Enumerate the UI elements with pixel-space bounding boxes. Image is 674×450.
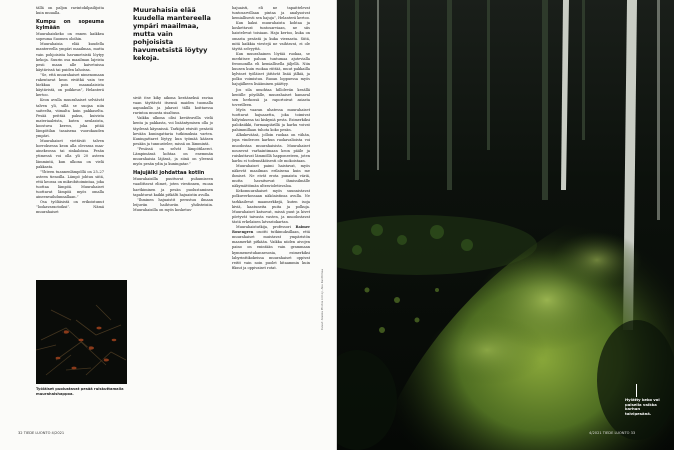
paragraph: hajuaisti, eli ne tapaittelevat tuntosarvillaan pintaa ja analysoivat kemiallisesti sen hajuja”, Helanterä kertoo. bbox=[232, 6, 310, 21]
text-column-3 bbox=[232, 6, 310, 412]
forest-photo-caption: Hylätty keko voi paisella vaikka karhun talvipesänä. bbox=[625, 397, 660, 416]
forest-photo bbox=[337, 0, 674, 450]
paragraph bbox=[232, 225, 310, 271]
paragraph: Muurahaiskeko on ennen kaikkea sopeuma Suomen oloihin. bbox=[36, 32, 104, 42]
paragraph: Kun muurahainen löytää ruokaa, se merkitsee paluun tuntumaa ajutevialla feromonilla eli kemiallisella jäljellä. Niin kuusen kuin ruokaa riittää, muut pakkailla kylvinet työläiset jättävät lisää jälkiä, ja polku voimistuu. Ruoan loppuessa myös hajujälkeen lisääminen päättyy. bbox=[232, 51, 310, 87]
paragraph: Jos sila umohtaa hillolevän kesällä kentille pöydälle, muurahaiset hamaval sen herkossä ja raportoivat asiasta toverilleen. bbox=[232, 87, 310, 107]
paragraph: Vaikka ulkona olisi kevätravilla vielä kenta ja pakkasta, voi lisääntymisen olla jo täydessä käynnissä. Tarkijat etsivät pesästä kevään kuningattaria tutkimuksia varten. Kuningattaret löytyy, kun työmää kääsen pesään ja tunnustelee, missä on lämmintä. bbox=[133, 116, 213, 146]
paragraph: ”Pesässä on selvät lämpötilaerot. Lämpimässä kohtaa on enemmän muurahaisia läjässä, ja siinä on yleensä myös pesän ydin ja kuningatar.” bbox=[133, 146, 213, 167]
spread-fold bbox=[336, 0, 338, 450]
paragraph: ”Se, että muurahaiset nimenomaan rakentavat keon eivätkä vain tee hiekkaa pois maanalaisista käytävistä, on poikkeus”, Helanterä kertoo. bbox=[36, 72, 104, 98]
ant-photo-image bbox=[36, 280, 127, 384]
paragraph: ”Yhteen tuannenlämpöllä on 25–27 asteen tienoilla. Lämpö johtuu siitä, että keossa on mikrobitoimintaa, joka tuottaa lämpöä. Muurahaiset tuottavat lämpöä myös omalla aineenvaihdunnallaan.” bbox=[36, 169, 104, 200]
paragraph-text: Muurahaistutkija, professori bbox=[236, 225, 296, 230]
paragraph: Alkukevääsä, jolloin ruokaa on vähän, jopa vinderoes karhun ruokavalioista voi muodostaa muurahaisista. Muurahaiset nousevat varhaintimaan keon pääle ja ruiskuttavat lämmöllä happonesteen, joten karhu ei todennäköisesti ole mokoistaan. bbox=[232, 133, 310, 163]
text-column-1 bbox=[36, 6, 104, 254]
photo-credit: Kuvat: Alaska Photos Ltd oy, Aku Kanttimaa bbox=[320, 268, 324, 330]
paragraph: Keon avulla muurahaiset selviävät talven yli, sillä se suojaa niin saiteelta, viimalta kuin pakkaselta. Pesää peittää paksu, kuivista materiaaleista, kuten neulasista, koostuva kerros, joka pitää lämpötilan tasaisena vuorokauden ympäri. bbox=[36, 98, 104, 139]
paragraph: sivät itse kiky aikona kerääneksä raviaa vaan täyttävät itsensä maiden tuomalla aapuakulla ja jakavat tällä koittaessa ravintoa muusta sisaltuus. bbox=[133, 96, 213, 116]
page-footer-left: 32 TIEDE LUONTO 4/2021 bbox=[18, 431, 65, 435]
paragraph-text: osoitti tutkimuksillaan, että muurahaiset muistavat ympäristön maamerkit pitkään. Vaikka niiden aivojen paino on enintään vain grammaan kymmenestuhannesosia, esimerkiksi labyrinttikokeissa muurahaiset oppivat reitit vain noin puolet hitaammin kuin fiksut ja oppivaiset rotat. bbox=[232, 230, 310, 270]
paragraph: tällä on paljon ravintokilpailijoita kuin muualla. bbox=[36, 6, 104, 16]
forest-photo-image bbox=[337, 0, 674, 450]
subheading: Hajujälki johdattaa kotiin bbox=[133, 170, 205, 177]
paragraph: Muurahaisilla puuttuvat puhumiseen vaadittavat elimet, joten viestinnen, ruoan haetkiminen ja pesän puolustaminen tapahtuvat kaikki pitkälti hajuaistin avulla. bbox=[133, 177, 213, 197]
paragraph: Kekomuurahaiset myös suunnistavat polkuverkossaan näköaistinsa avulla. Ne tarkkailevat maamerkkejä, kuten isoja kiviä, kaatuneita puita ja polkuja. Muurahaiset katsovat, missä puut ja kivet pörtyvät taivasta vasten, ja muodostavat tästä erkelaisen latvastokartan. bbox=[232, 189, 310, 224]
page-footer-right: 4/2021 TIEDE LUONTO 33 bbox=[589, 431, 636, 435]
subheading: Kumpu on sopeuma kylmään bbox=[36, 19, 104, 32]
paragraph: ”Ihminen hajuaistit perustuu ilmaan leijuviin haihtuviin yhdisteisiin. Muurahaisilla on myös kosketus- bbox=[133, 197, 213, 212]
pull-quote: Muurahaisia elää kuudella mantereella ympäri maailmaa, mutta vain pohjoisista havumetsistä löytyy kekoja. bbox=[133, 6, 211, 62]
caption-pointer-line bbox=[636, 384, 637, 397]
paragraph: Muurahaiset paimi haistavat, myös näkevät maailman erilaisena kuin me ihmiset. Ne eivät erota punaista väriä, mutta havaitsevat ihmissilmälle näkymättömän ultravioletisvaloa. bbox=[232, 163, 310, 189]
paragraph: Osa työläisistä on erikoistunut ”lookavaraotoiksi”. Nämä muurahaiset bbox=[36, 200, 104, 215]
ant-photo bbox=[36, 280, 127, 384]
text-column-2 bbox=[133, 96, 213, 406]
paragraph: Muurahaiset viettävät talven horroksessa keon alla olevassa maa-ainekeossa tai sinkaloissa. Pesän ytimessä voi olla yli 20 asteen lämmintä, kun ulkona on vielä pakkasta. bbox=[36, 139, 104, 169]
person-name: Raimer Rosengren bbox=[232, 225, 310, 235]
paragraph: Muurahaisia elää kuudella mantereella ympäri maailmaa, mutta vain pohjoisista havumetsistä löytyy kekoja. Suurin osa maailman lajeista pesii maan alle kaivetuissa käytävissä tai puiden lahoissa. bbox=[36, 42, 104, 72]
photo-caption: Työläiset puolustavat pesää ruiskuttamalla muurahaishappoa. bbox=[36, 387, 124, 396]
paragraph: Kun kaksi muurahaista kohtaa ja koskettavat tuntosarviaan, ne siis haistelevat toisiaan. Haju kertoo, kuka on omasta pesästä ja kuka vieraasta. Siitä, mitä kaikkia viestejä ne vaihtavat, ei ole täyttä selvyyttä. bbox=[232, 21, 310, 51]
paragraph: Myös vaaran uhatessa muurahaiset tuottavat hajuaaetta, joka toimivat hälytuksena tai kiskyniä pesta. Esimerkiksi paloksiikki, furmaapiärillä ja karhu voivat pahimmillaan tuhota koko pesän. bbox=[232, 107, 310, 133]
